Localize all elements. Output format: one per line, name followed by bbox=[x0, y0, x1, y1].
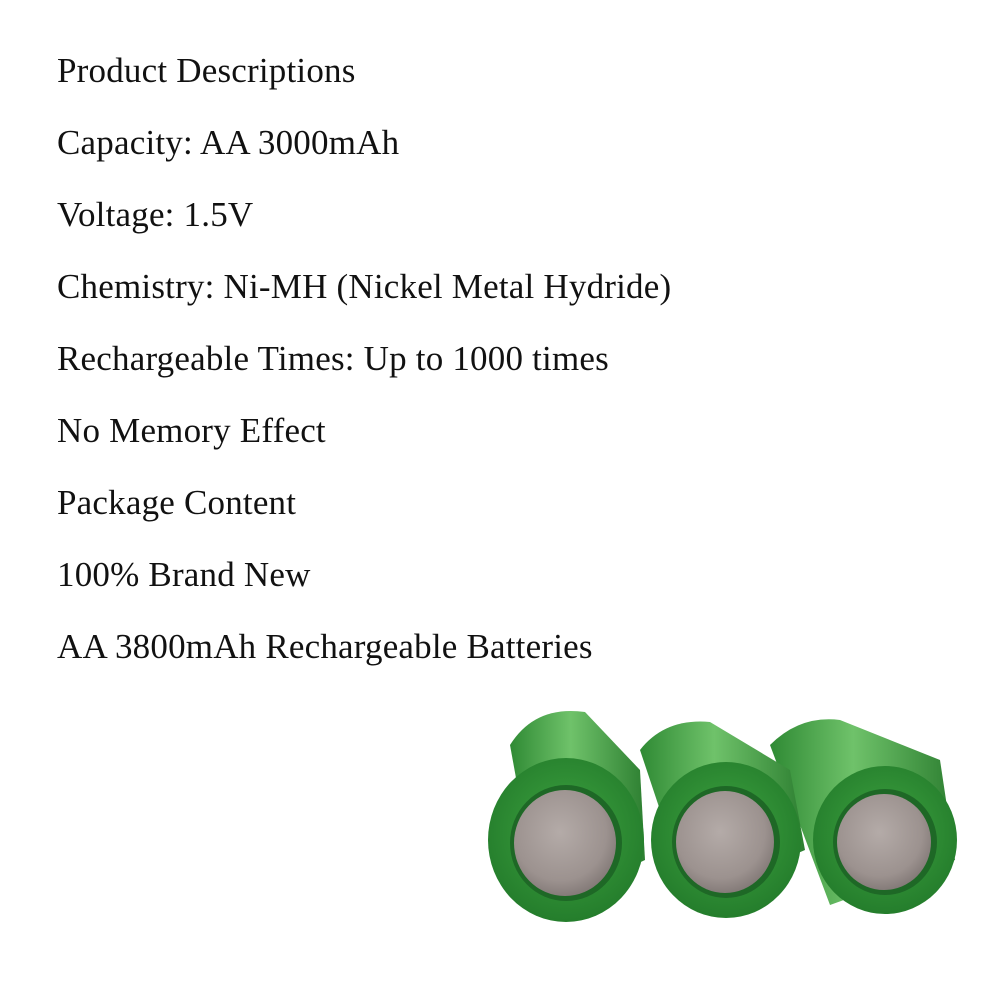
spec-no-memory-effect: No Memory Effect bbox=[57, 411, 326, 450]
spec-rechargeable-times: Rechargeable Times: Up to 1000 times bbox=[57, 339, 609, 378]
package-item-brand-new: 100% Brand New bbox=[57, 555, 311, 594]
battery-icon bbox=[488, 711, 645, 922]
spec-chemistry: Chemistry: Ni-MH (Nickel Metal Hydride) bbox=[57, 267, 672, 306]
spec-capacity: Capacity: AA 3000mAh bbox=[57, 123, 400, 162]
package-item-batteries: AA 3800mAh Rechargeable Batteries bbox=[57, 627, 593, 666]
product-description bbox=[57, 46, 977, 694]
package-content-heading: Package Content bbox=[57, 483, 297, 522]
batteries-photo bbox=[470, 700, 980, 1000]
product-descriptions-heading: Product Descriptions bbox=[57, 51, 356, 90]
spec-voltage: Voltage: 1.5V bbox=[57, 195, 254, 234]
